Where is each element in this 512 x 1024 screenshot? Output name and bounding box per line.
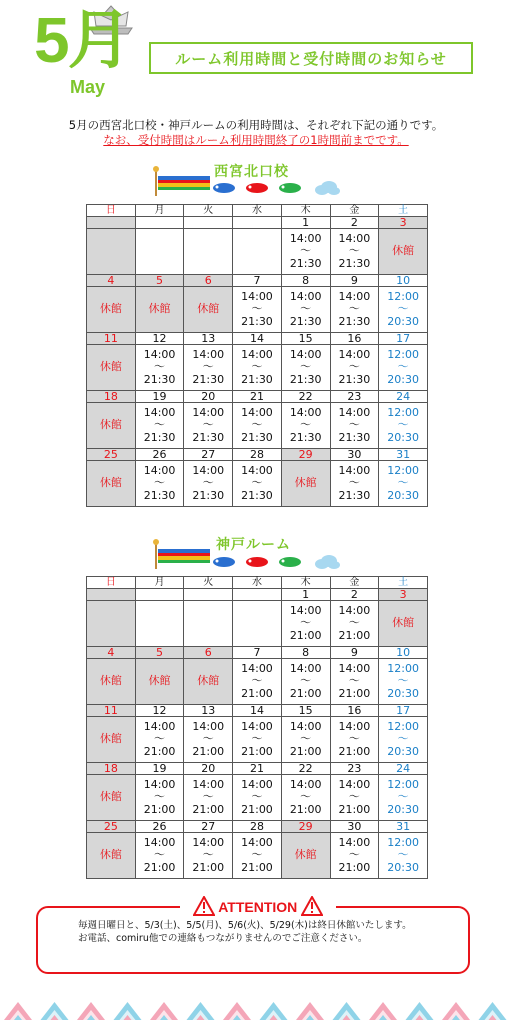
footer-pattern (0, 998, 512, 1024)
footer-kabuto-icon (260, 1002, 288, 1020)
date-number (135, 589, 184, 601)
hours-cell: 14:00 〜 21:00 (233, 659, 282, 705)
date-number: 24 (379, 391, 428, 403)
koinobori-carp-streamer-icon (150, 539, 212, 569)
page-title: ルーム利用時間と受付時間のお知らせ (149, 42, 473, 74)
empty-cell (184, 601, 233, 647)
calendar-nishinomiya (86, 204, 428, 507)
date-number: 12 (135, 333, 184, 345)
footer-kabuto-icon (41, 1002, 69, 1020)
date-number (233, 217, 282, 229)
hours-cell: 12:00 〜 20:30 (379, 717, 428, 763)
weekday-header: 金 (330, 577, 379, 589)
hours-cell: 14:00 〜 21:00 (184, 717, 233, 763)
date-number: 20 (184, 391, 233, 403)
date-number: 16 (330, 705, 379, 717)
hours-cell: 14:00 〜 21:00 (233, 775, 282, 821)
closed-label: 休館 (87, 717, 136, 763)
cloud-icon (314, 554, 340, 570)
date-number: 20 (184, 763, 233, 775)
closed-label: 休館 (281, 833, 330, 879)
carp-fish-icon (212, 555, 316, 569)
hours-cell: 14:00 〜 21:30 (184, 461, 233, 507)
date-number (87, 217, 136, 229)
koinobori-carp-streamer-icon (150, 166, 212, 196)
weekday-header: 火 (184, 205, 233, 217)
date-number: 14 (233, 333, 282, 345)
date-number: 6 (184, 275, 233, 287)
date-number: 9 (330, 275, 379, 287)
date-number: 22 (281, 763, 330, 775)
closed-label: 休館 (87, 659, 136, 705)
hours-cell: 14:00 〜 21:30 (330, 461, 379, 507)
date-number: 18 (87, 391, 136, 403)
closed-label: 休館 (87, 775, 136, 821)
date-number: 5 (135, 275, 184, 287)
date-number: 12 (135, 705, 184, 717)
closed-label: 休館 (379, 601, 428, 647)
hours-cell: 12:00 〜 20:30 (379, 775, 428, 821)
hours-cell: 12:00 〜 20:30 (379, 659, 428, 705)
footer-kabuto-icon (406, 1002, 434, 1020)
intro-note: なお、受付時間はルーム利用時間終了の1時間前までです。 (103, 133, 409, 147)
date-number: 25 (87, 821, 136, 833)
date-number: 19 (135, 763, 184, 775)
date-number: 21 (233, 391, 282, 403)
date-number: 8 (281, 647, 330, 659)
weekday-header: 木 (281, 205, 330, 217)
date-number: 7 (233, 275, 282, 287)
hours-cell: 14:00 〜 21:00 (184, 833, 233, 879)
footer-kabuto-icon (442, 1002, 470, 1020)
date-number: 11 (87, 333, 136, 345)
footer-kabuto-icon (187, 1002, 215, 1020)
closed-label: 休館 (281, 461, 330, 507)
date-number: 16 (330, 333, 379, 345)
date-number: 1 (281, 589, 330, 601)
footer-kabuto-icon (296, 1002, 324, 1020)
hours-cell: 12:00 〜 20:30 (379, 833, 428, 879)
hours-cell: 14:00 〜 21:30 (281, 287, 330, 333)
empty-cell (184, 229, 233, 275)
date-number: 4 (87, 275, 136, 287)
weekday-header: 日 (87, 205, 136, 217)
hours-cell: 14:00 〜 21:00 (330, 775, 379, 821)
hours-cell: 12:00 〜 20:30 (379, 403, 428, 449)
date-number: 30 (330, 449, 379, 461)
footer-kabuto-icon (150, 1002, 178, 1020)
empty-cell (135, 601, 184, 647)
date-number: 21 (233, 763, 282, 775)
section-title-nishinomiya: 西宮北口校 (214, 164, 289, 180)
hours-cell: 14:00 〜 21:30 (281, 345, 330, 391)
date-number: 19 (135, 391, 184, 403)
date-number (87, 589, 136, 601)
hours-cell: 14:00 〜 21:00 (330, 833, 379, 879)
closed-label: 休館 (87, 461, 136, 507)
hours-cell: 14:00 〜 21:00 (330, 601, 379, 647)
date-number: 15 (281, 333, 330, 345)
hours-cell: 14:00 〜 21:00 (135, 717, 184, 763)
hours-cell: 14:00 〜 21:30 (233, 345, 282, 391)
hours-cell: 14:00 〜 21:30 (330, 345, 379, 391)
date-number: 22 (281, 391, 330, 403)
empty-cell (233, 601, 282, 647)
calendar-kobe (86, 576, 428, 879)
hours-cell: 14:00 〜 21:30 (135, 403, 184, 449)
footer-kabuto-icon (4, 1002, 32, 1020)
closed-label: 休館 (87, 833, 136, 879)
date-number: 10 (379, 647, 428, 659)
closed-label: 休館 (135, 659, 184, 705)
hours-cell: 14:00 〜 21:00 (233, 833, 282, 879)
date-number: 25 (87, 449, 136, 461)
attention-line-2: お電話、comiru他での連絡もつながりませんのでご注意ください。 (78, 933, 368, 944)
hours-cell: 14:00 〜 21:30 (281, 229, 330, 275)
date-number: 27 (184, 449, 233, 461)
date-number: 31 (379, 449, 428, 461)
weekday-header: 水 (233, 577, 282, 589)
date-number (184, 217, 233, 229)
closed-label: 休館 (87, 403, 136, 449)
date-number: 29 (281, 449, 330, 461)
closed-label: 休館 (87, 345, 136, 391)
hours-cell: 14:00 〜 21:30 (330, 287, 379, 333)
month-english: May (70, 77, 106, 97)
weekday-header: 土 (379, 205, 428, 217)
date-number: 17 (379, 333, 428, 345)
hours-cell: 14:00 〜 21:00 (281, 659, 330, 705)
closed-label: 休館 (184, 659, 233, 705)
hours-cell: 14:00 〜 21:00 (281, 775, 330, 821)
carp-fish-icon (212, 181, 316, 195)
date-number: 13 (184, 705, 233, 717)
date-number: 26 (135, 449, 184, 461)
weekday-header: 水 (233, 205, 282, 217)
date-number: 24 (379, 763, 428, 775)
weekday-header: 土 (379, 577, 428, 589)
date-number: 11 (87, 705, 136, 717)
date-number: 14 (233, 705, 282, 717)
date-number: 30 (330, 821, 379, 833)
date-number: 3 (379, 217, 428, 229)
hours-cell: 14:00 〜 21:00 (135, 833, 184, 879)
date-number (135, 217, 184, 229)
footer-kabuto-icon (479, 1002, 507, 1020)
intro-text: 5月の西宮北口校・神戸ルームの利用時間は、それぞれ下記の通りです。 (68, 118, 444, 132)
hours-cell: 14:00 〜 21:00 (281, 601, 330, 647)
warning-triangle-icon (193, 896, 215, 916)
closed-label: 休館 (135, 287, 184, 333)
date-number (233, 589, 282, 601)
date-number: 23 (330, 391, 379, 403)
attention-title: ATTENTION (180, 896, 336, 918)
date-number: 8 (281, 275, 330, 287)
date-number: 5 (135, 647, 184, 659)
hours-cell: 14:00 〜 21:30 (184, 403, 233, 449)
hours-cell: 14:00 〜 21:00 (330, 659, 379, 705)
closed-label: 休館 (379, 229, 428, 275)
date-number: 26 (135, 821, 184, 833)
date-number: 27 (184, 821, 233, 833)
hours-cell: 14:00 〜 21:00 (135, 775, 184, 821)
hours-cell: 14:00 〜 21:30 (135, 345, 184, 391)
date-number: 17 (379, 705, 428, 717)
hours-cell: 12:00 〜 20:30 (379, 461, 428, 507)
hours-cell: 14:00 〜 21:30 (184, 345, 233, 391)
warning-triangle-icon (301, 896, 323, 916)
hours-cell: 14:00 〜 21:30 (233, 287, 282, 333)
hours-cell: 14:00 〜 21:30 (233, 403, 282, 449)
weekday-header: 木 (281, 577, 330, 589)
weekday-header: 金 (330, 205, 379, 217)
date-number (184, 589, 233, 601)
hours-cell: 14:00 〜 21:00 (281, 717, 330, 763)
date-number: 7 (233, 647, 282, 659)
date-number: 4 (87, 647, 136, 659)
hours-cell: 14:00 〜 21:30 (281, 403, 330, 449)
date-number: 28 (233, 449, 282, 461)
empty-cell (87, 229, 136, 275)
weekday-header: 日 (87, 577, 136, 589)
weekday-header: 火 (184, 577, 233, 589)
date-number: 10 (379, 275, 428, 287)
hours-cell: 14:00 〜 21:30 (135, 461, 184, 507)
footer-kabuto-icon (77, 1002, 105, 1020)
attention-text (78, 919, 458, 945)
hours-cell: 14:00 〜 21:30 (330, 403, 379, 449)
date-number: 2 (330, 217, 379, 229)
month-number: 5月 (34, 4, 130, 76)
date-number: 15 (281, 705, 330, 717)
footer-kabuto-icon (223, 1002, 251, 1020)
hours-cell: 14:00 〜 21:00 (184, 775, 233, 821)
hours-cell: 14:00 〜 21:30 (233, 461, 282, 507)
hours-cell: 12:00 〜 20:30 (379, 345, 428, 391)
empty-cell (87, 601, 136, 647)
footer-kabuto-icon (333, 1002, 361, 1020)
date-number: 28 (233, 821, 282, 833)
empty-cell (233, 229, 282, 275)
date-number: 2 (330, 589, 379, 601)
date-number: 1 (281, 217, 330, 229)
footer-kabuto-icon (114, 1002, 142, 1020)
footer-kabuto-icon (369, 1002, 397, 1020)
section-title-kobe: 神戸ルーム (216, 537, 291, 553)
hours-cell: 14:00 〜 21:00 (330, 717, 379, 763)
date-number: 9 (330, 647, 379, 659)
date-number: 29 (281, 821, 330, 833)
attention-line-1: 毎週日曜日と、5/3(土)、5/5(月)、5/6(火)、5/29(木)は終日休館いたします。 (78, 920, 412, 931)
cloud-icon (314, 180, 340, 196)
weekday-header: 月 (135, 577, 184, 589)
closed-label: 休館 (87, 287, 136, 333)
hours-cell: 12:00 〜 20:30 (379, 287, 428, 333)
hours-cell: 14:00 〜 21:00 (233, 717, 282, 763)
date-number: 3 (379, 589, 428, 601)
date-number: 13 (184, 333, 233, 345)
date-number: 23 (330, 763, 379, 775)
closed-label: 休館 (184, 287, 233, 333)
date-number: 6 (184, 647, 233, 659)
date-number: 31 (379, 821, 428, 833)
weekday-header: 月 (135, 205, 184, 217)
date-number: 18 (87, 763, 136, 775)
empty-cell (135, 229, 184, 275)
hours-cell: 14:00 〜 21:30 (330, 229, 379, 275)
